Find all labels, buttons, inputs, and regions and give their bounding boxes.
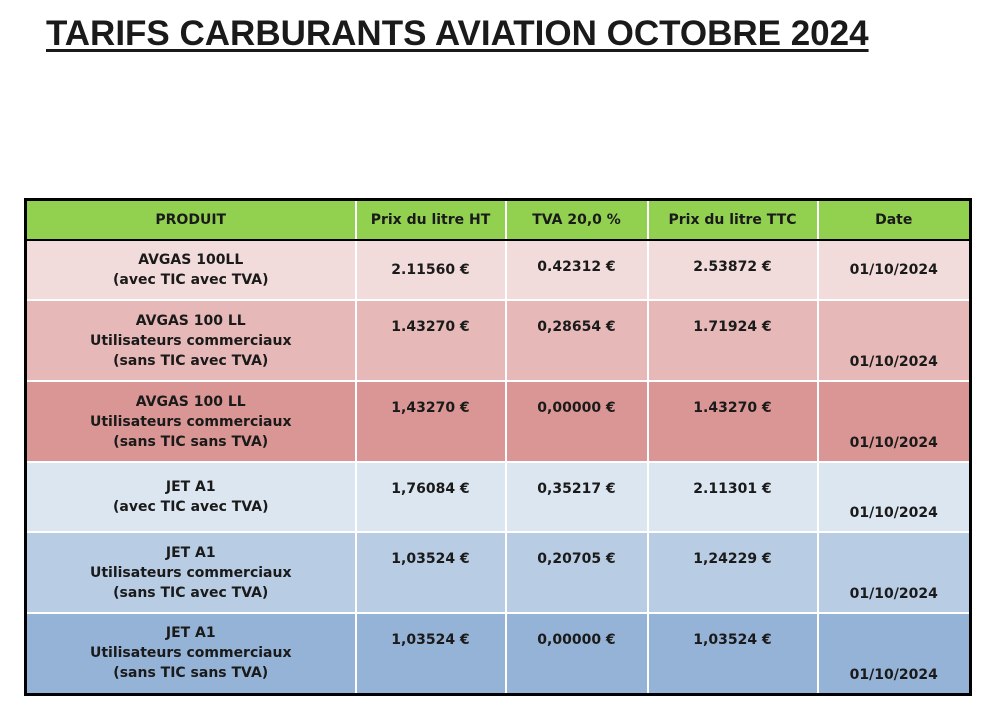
product-detail: Utilisateurs commerciaux — [89, 413, 292, 430]
product-cell — [26, 240, 356, 300]
product-cell — [26, 300, 356, 381]
date-cell: 01/10/2024 — [818, 462, 971, 532]
date-cell: 01/10/2024 — [818, 381, 971, 462]
tva-cell: 0,35217 € — [506, 462, 648, 532]
product-detail: (sans TIC sans TVA) — [113, 433, 269, 450]
product-detail: Utilisateurs commerciaux — [89, 564, 292, 581]
tva-cell: 0,00000 € — [506, 613, 648, 694]
table-row — [26, 462, 971, 532]
price-ttc-cell: 1.71924 € — [648, 300, 818, 381]
product-detail: (sans TIC sans TVA) — [113, 665, 269, 682]
table-row — [26, 300, 971, 381]
tva-cell: 0,00000 € — [506, 381, 648, 462]
price-ttc-cell: 2.53872 € — [648, 240, 818, 300]
product-cell — [26, 462, 356, 532]
product-detail: (avec TIC avec TVA) — [113, 499, 269, 515]
product-cell — [26, 613, 356, 694]
date-cell: 01/10/2024 — [818, 300, 971, 381]
tva-cell: 0.42312 € — [506, 240, 648, 300]
header-produit: PRODUIT — [26, 200, 356, 241]
product-cell — [26, 381, 356, 462]
price-ht-cell: 2.11560 € — [356, 240, 506, 300]
price-ht-cell: 1,03524 € — [356, 532, 506, 613]
product-detail: (sans TIC avec TVA) — [113, 584, 269, 601]
price-ht-cell: 1,03524 € — [356, 613, 506, 694]
product-name: JET A1 — [165, 625, 216, 642]
price-ttc-cell: 1,03524 € — [648, 613, 818, 694]
product-detail: Utilisateurs commerciaux — [89, 645, 292, 662]
header-tva: TVA 20,0 % — [506, 200, 648, 241]
product-name: JET A1 — [165, 479, 216, 495]
product-name: AVGAS 100LL — [138, 252, 244, 268]
product-name: AVGAS 100 LL — [135, 312, 246, 329]
price-ttc-cell: 2.11301 € — [648, 462, 818, 532]
fuel-price-table — [24, 198, 972, 696]
table-row — [26, 240, 971, 300]
price-ttc-cell: 1,24229 € — [648, 532, 818, 613]
product-name: JET A1 — [165, 544, 216, 561]
product-detail: (avec TIC avec TVA) — [113, 272, 269, 288]
price-ht-cell: 1.43270 € — [356, 300, 506, 381]
product-detail: (sans TIC avec TVA) — [113, 352, 269, 369]
header-date: Date — [818, 200, 971, 241]
header-prix-ttc: Prix du litre TTC — [648, 200, 818, 241]
product-cell — [26, 532, 356, 613]
price-ht-cell: 1,76084 € — [356, 462, 506, 532]
date-cell: 01/10/2024 — [818, 240, 971, 300]
date-cell: 01/10/2024 — [818, 532, 971, 613]
product-name: AVGAS 100 LL — [135, 393, 246, 410]
price-ttc-cell: 1.43270 € — [648, 381, 818, 462]
header-prix-ht: Prix du litre HT — [356, 200, 506, 241]
price-ht-cell: 1,43270 € — [356, 381, 506, 462]
product-detail: Utilisateurs commerciaux — [89, 332, 292, 349]
tva-cell: 0,20705 € — [506, 532, 648, 613]
table-row — [26, 532, 971, 613]
table-header-row — [26, 200, 971, 241]
table-row — [26, 381, 971, 462]
date-cell: 01/10/2024 — [818, 613, 971, 694]
tva-cell: 0,28654 € — [506, 300, 648, 381]
page-title: TARIFS CARBURANTS AVIATION OCTOBRE 2024 — [46, 14, 869, 53]
table-row — [26, 613, 971, 694]
